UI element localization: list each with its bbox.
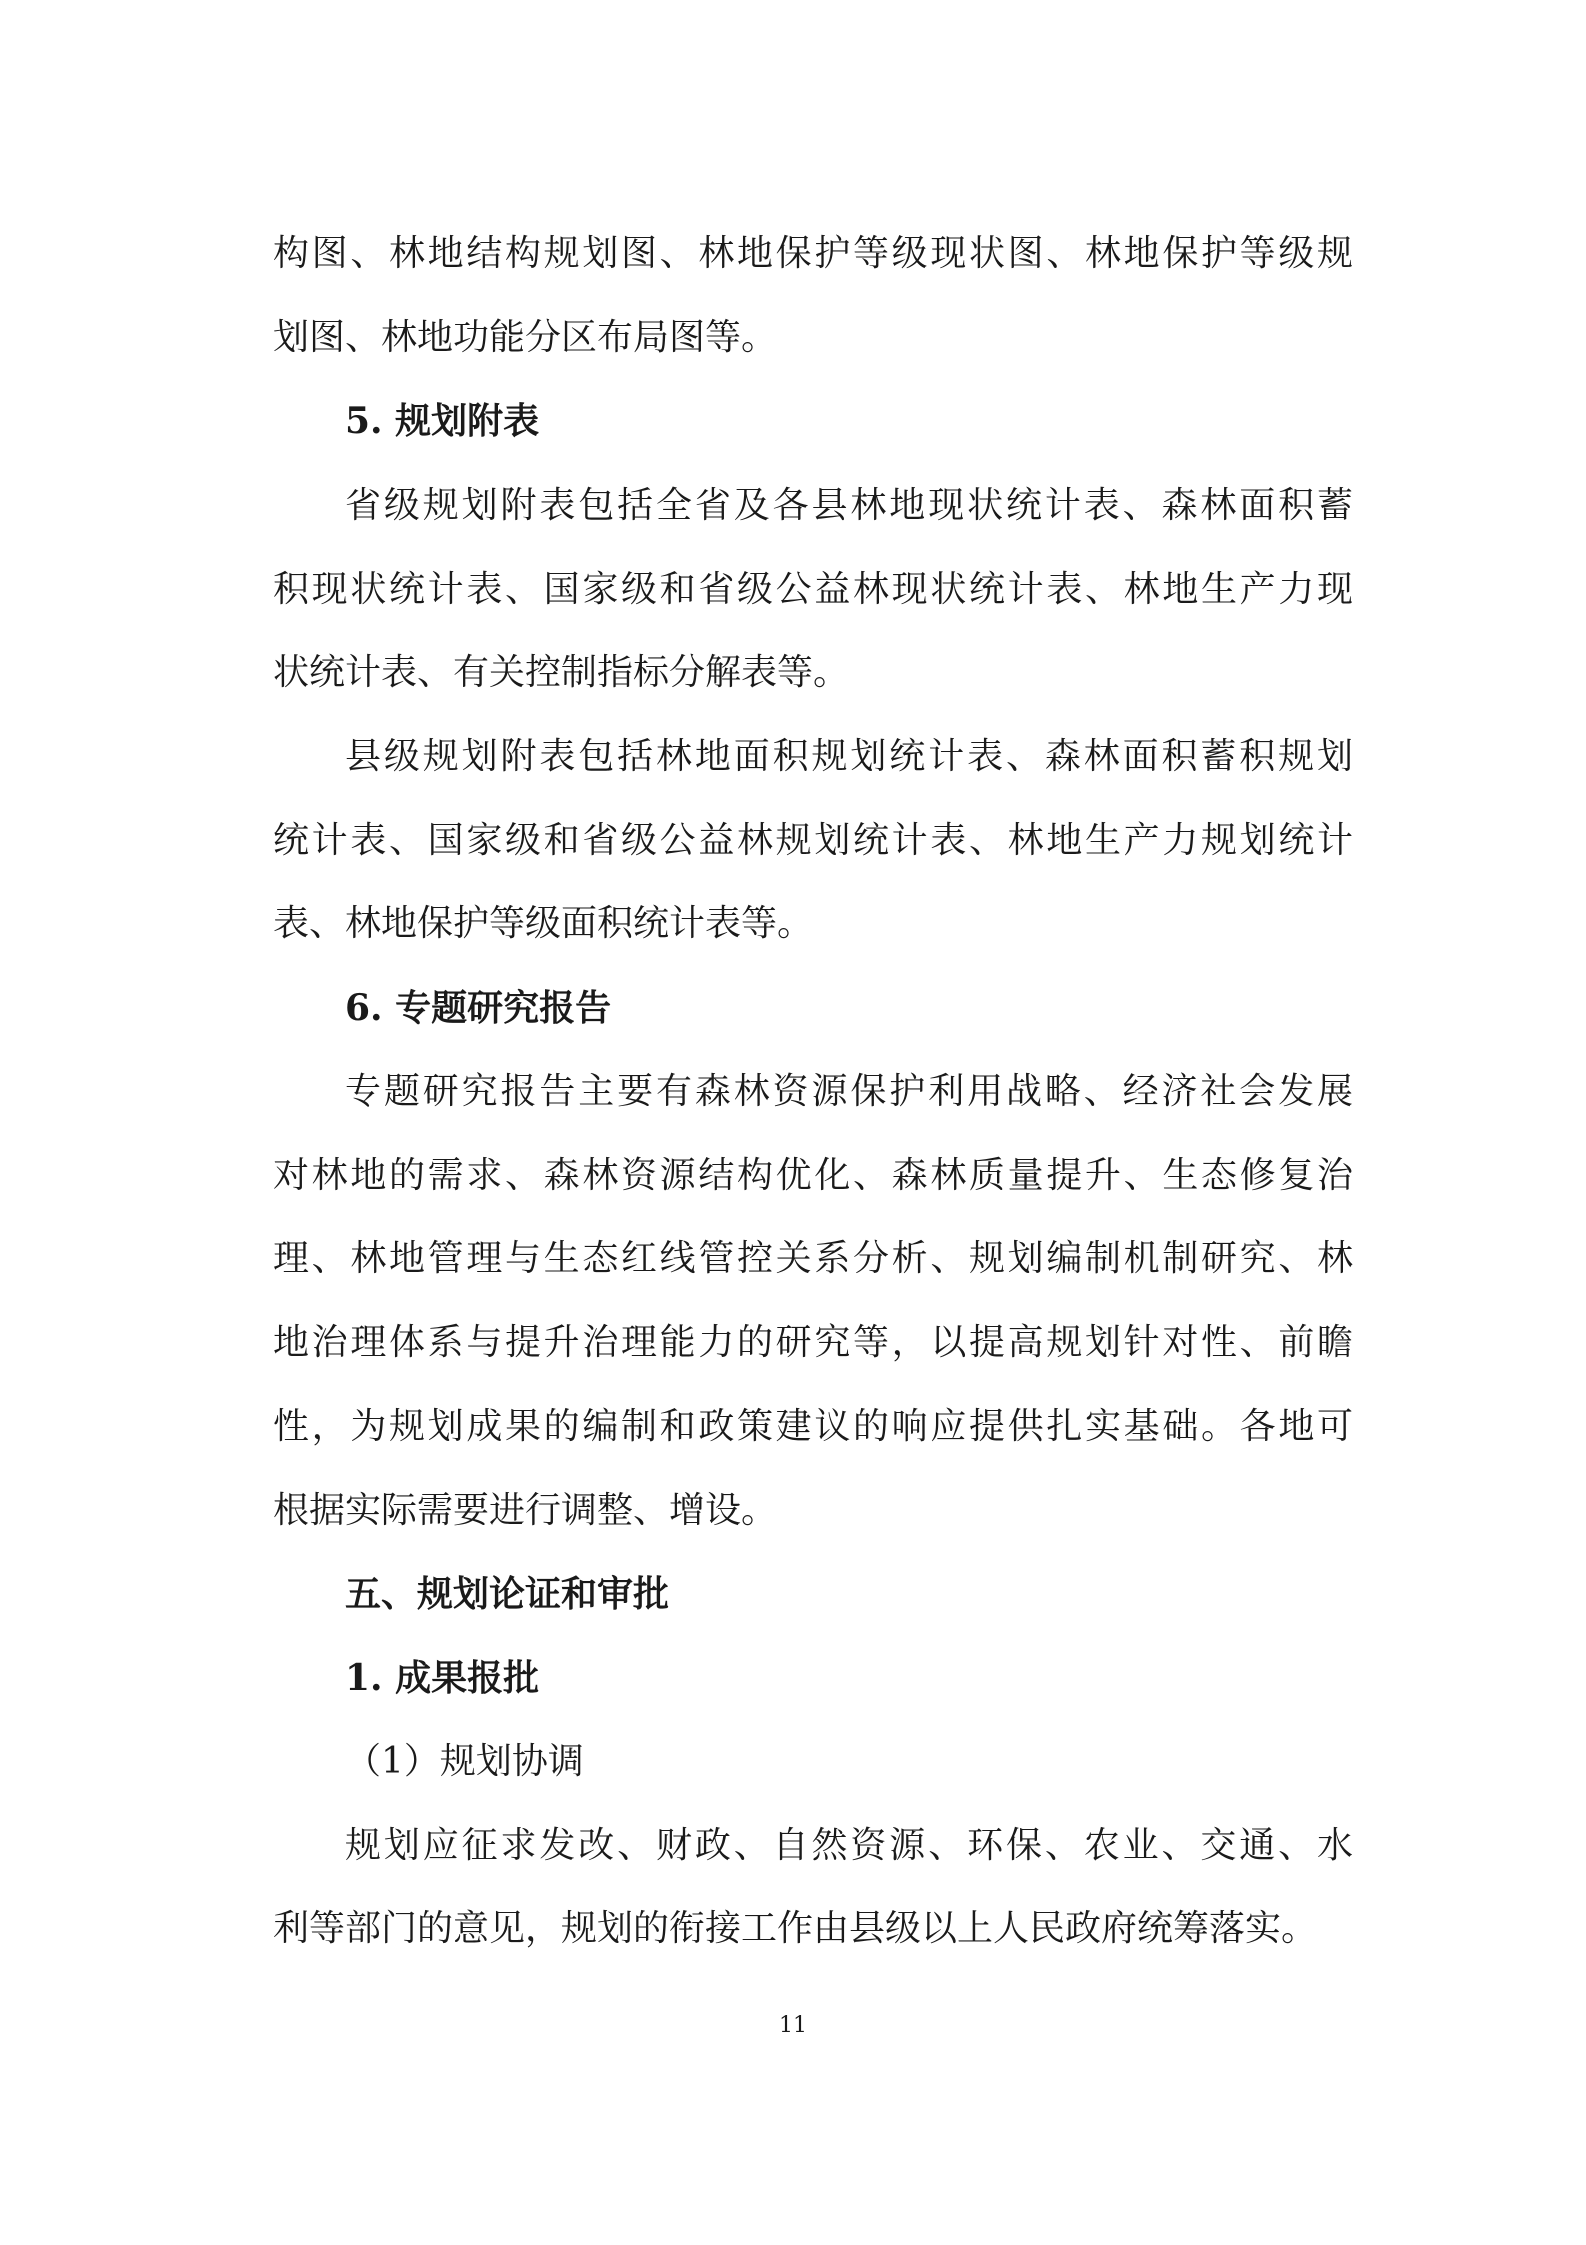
heading-results-submission: 1. 成果报批 [345, 1657, 540, 1699]
heading-special-research-report: 6. 专题研究报告 [345, 987, 612, 1029]
paragraph-line: 县级规划附表包括林地面积规划统计表、森林面积蓄积规划 [345, 736, 1353, 777]
paragraph-line: 理、林地管理与生态红线管控关系分析、规划编制机制研究、林 [273, 1238, 1353, 1279]
paragraph-line: 状统计表、有关控制指标分解表等。 [273, 652, 850, 693]
page-number: 11 [779, 2013, 807, 2038]
paragraph-line: 构图、林地结构规划图、林地保护等级现状图、林地保护等级规 [273, 233, 1353, 274]
paragraph-line: 规划应征求发改、财政、自然资源、环保、农业、交通、水 [345, 1825, 1353, 1866]
paragraph-line: 地治理体系与提升治理能力的研究等，以提高规划针对性、前瞻 [273, 1322, 1353, 1363]
paragraph-line: 专题研究报告主要有森林资源保护利用战略、经济社会发展 [345, 1071, 1353, 1112]
paragraph-line: 对林地的需求、森林资源结构优化、森林质量提升、生态修复治 [273, 1155, 1353, 1196]
paragraph-line: 划图、林地功能分区布局图等。 [273, 317, 778, 358]
paragraph-line: 利等部门的意见，规划的衔接工作由县级以上人民政府统筹落实。 [273, 1908, 1318, 1949]
paragraph-line: 积现状统计表、国家级和省级公益林现状统计表、林地生产力现 [273, 569, 1353, 610]
paragraph-line: 省级规划附表包括全省及各县林地现状统计表、森林面积蓄 [345, 485, 1353, 526]
section-heading-review-approval: 五、规划论证和审批 [345, 1573, 670, 1615]
paragraph-line: 统计表、国家级和省级公益林规划统计表、林地生产力规划统计 [273, 820, 1353, 861]
paragraph-line: 性，为规划成果的编制和政策建议的响应提供扎实基础。各地可 [273, 1406, 1353, 1447]
subheading-planning-coordination: （1）规划协调 [345, 1741, 584, 1782]
heading-planning-tables: 5. 规划附表 [345, 400, 540, 442]
paragraph-line: 根据实际需要进行调整、增设。 [273, 1490, 778, 1531]
paragraph-line: 表、林地保护等级面积统计表等。 [273, 903, 814, 944]
